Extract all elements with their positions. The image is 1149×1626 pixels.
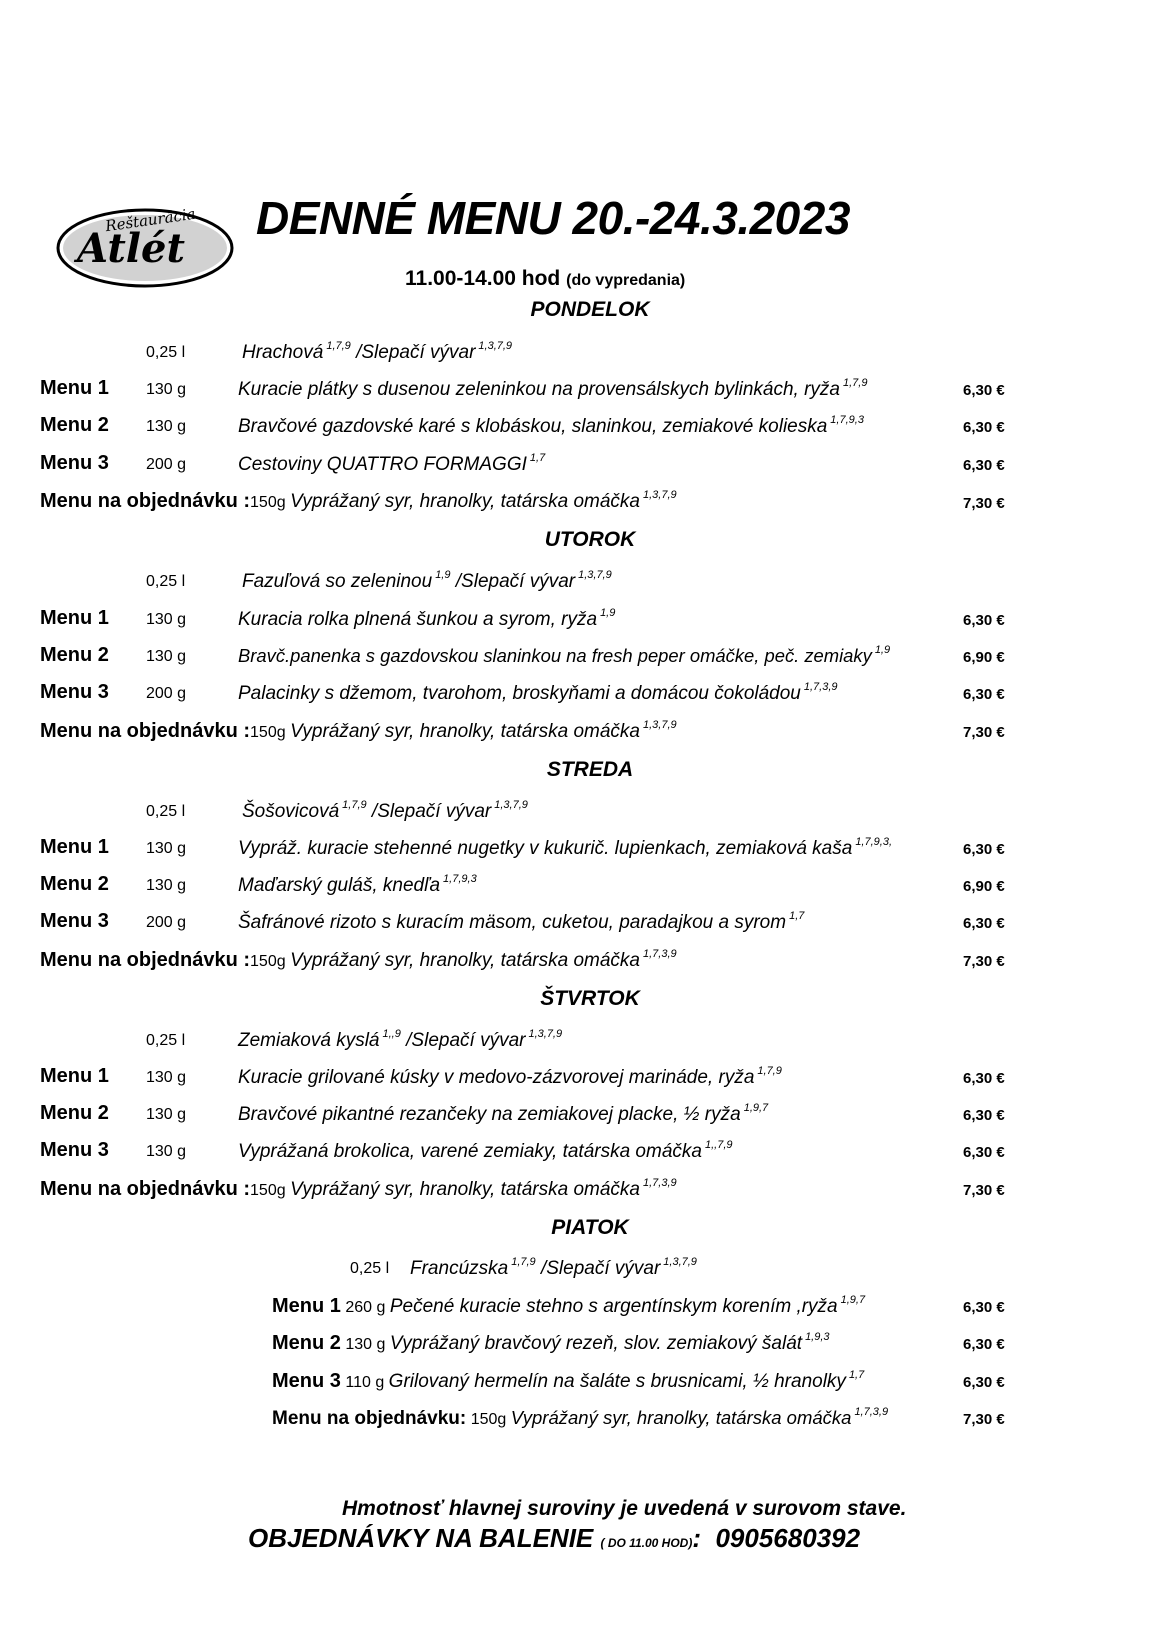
- menu-dish: Vyprážaná brokolica, varené zemiaky, tatárska omáčka $^{1,,7,9}$: [238, 1139, 733, 1162]
- order-menu-line: Menu na objednávku :150g Vyprážaný syr, hranolky, tatárska omáčka $^{1,3,7,9}$: [40, 719, 677, 742]
- menu-qty: 130 g: [146, 648, 187, 665]
- menu-qty: 130 g: [146, 1069, 187, 1086]
- menu-dish: Bravčové pikantné rezančeky na zemiakovej placke, ½ ryža $^{1,9,7}$: [238, 1102, 769, 1125]
- logo-name: Atlét: [77, 225, 185, 272]
- menu-dish: Cestoviny QUATTRO FORMAGGI $^{1,7}$: [238, 452, 546, 475]
- menu-price: 6,30 €: [963, 419, 1005, 436]
- menu-qty: 200 g: [146, 456, 187, 473]
- menu-dish: Palacinky s džemom, tvarohom, broskyňami a domácou čokoládou $^{1,7,3,9}$: [238, 681, 838, 704]
- menu-qty: 200 g: [146, 914, 187, 931]
- soup-line: Hrachová $^{1,7,9}$ /Slepačí vývar $^{1,3,7,9}$: [242, 340, 513, 363]
- menu-price: 6,30 €: [963, 686, 1005, 703]
- friday-menu-line: Menu 1 260 g Pečené kuracie stehno s argentínskym korením ,ryža $^{1,9,7}$: [272, 1294, 866, 1317]
- soup-line: Šošovicová $^{1,7,9}$ /Slepačí vývar $^{1,3,7,9}$: [242, 799, 528, 822]
- hours-text: 11.00-14.00 hod: [405, 267, 561, 290]
- menu-label: Menu 2: [40, 414, 109, 436]
- soup-line: Francúzska $^{1,7,9}$ /Slepačí vývar $^{1,3,7,9}$: [410, 1256, 697, 1279]
- menu-price: 6,30 €: [963, 1336, 1005, 1353]
- order-menu-line: Menu na objednávku :150g Vyprážaný syr, hranolky, tatárska omáčka $^{1,7,3,9}$: [40, 1177, 677, 1200]
- menu-label: Menu 1: [40, 1065, 109, 1087]
- logo-subtitle: Reštaurácia: [104, 204, 197, 236]
- soup-line: Zemiaková kyslá $^{1,,9}$ /Slepačí vývar $^{1,3,7,9}$: [238, 1028, 563, 1051]
- menu-qty: 130 g: [146, 840, 187, 857]
- menu-price: 6,90 €: [963, 649, 1005, 666]
- order-line: OBJEDNÁVKY NA BALENIE ( DO 11.00 HOD): 0905680392: [248, 1523, 861, 1553]
- menu-qty: 200 g: [146, 685, 187, 702]
- menu-label: Menu 3: [40, 1139, 109, 1161]
- menu-price: 7,30 €: [963, 724, 1005, 741]
- day-heading: ŠTVRTOK: [540, 987, 640, 1010]
- soup-qty: 0,25 l: [350, 1260, 390, 1277]
- menu-price: 6,30 €: [963, 1374, 1005, 1391]
- friday-menu-line: Menu 3 110 g Grilovaný hermelín na šaláte s brusnicami, ½ hranolky $^{1,7}$: [272, 1369, 865, 1392]
- order-menu-line: Menu na objednávku :150g Vyprážaný syr, hranolky, tatárska omáčka $^{1,3,7,9}$: [40, 489, 677, 512]
- menu-label: Menu 3: [40, 910, 109, 932]
- menu-qty: 130 g: [146, 877, 187, 894]
- menu-price: 6,30 €: [963, 841, 1005, 858]
- soup-qty: 0,25 l: [146, 573, 186, 590]
- menu-dish: Bravč.panenka s gazdovskou slaninkou na fresh peper omáčke, peč. zemiaky $^{1,9}$: [238, 644, 891, 666]
- menu-label: Menu 2: [40, 873, 109, 895]
- soup-line: Fazuľová so zeleninou $^{1,9}$ /Slepačí vývar $^{1,3,7,9}$: [242, 569, 612, 592]
- menu-dish: Šafránové rizoto s kuracím mäsom, cuketou, paradajkou a syrom $^{1,7}$: [238, 910, 805, 933]
- menu-label: Menu 1: [40, 836, 109, 858]
- day-heading: STREDA: [546, 758, 634, 781]
- menu-label: Menu 3: [40, 452, 109, 474]
- menu-qty: 130 g: [146, 381, 187, 398]
- hours-note: (do vypredania): [566, 272, 686, 289]
- order-menu-line: Menu na objednávku :150g Vyprážaný syr, hranolky, tatárska omáčka $^{1,7,3,9}$: [40, 948, 677, 971]
- menu-qty: 130 g: [146, 1106, 187, 1123]
- order-label: OBJEDNÁVKY NA BALENIE: [248, 1523, 594, 1553]
- menu-price: 7,30 €: [963, 495, 1005, 512]
- menu-dish: Kuracie grilované kúsky v medovo-zázvorovej marináde, ryža $^{1,7,9}$: [238, 1065, 782, 1088]
- order-deadline: ( DO 11.00 HOD): [600, 1536, 693, 1550]
- menu-label: Menu 1: [40, 607, 109, 629]
- menu-dish: Bravčové gazdovské karé s klobáskou, slaninkou, zemiakové kolieska $^{1,7,9,3}$: [238, 414, 864, 437]
- menu-dish: Vypráž. kuracie stehenné nugetky v kukurič. lupienkach, zemiaková kaša $^{1,7,9,3,}$: [238, 836, 893, 859]
- menu-dish: Maďarský guláš, knedľa $^{1,7,9,3}$: [238, 873, 477, 896]
- menu-label: Menu 1: [40, 377, 109, 399]
- soup-qty: 0,25 l: [146, 1032, 186, 1049]
- menu-price: 7,30 €: [963, 1182, 1005, 1199]
- page-title: DENNÉ MENU 20.-24.3.2023: [256, 192, 850, 244]
- menu-price: 7,30 €: [963, 953, 1005, 970]
- opening-hours: [405, 267, 685, 291]
- day-heading: UTOROK: [544, 528, 636, 551]
- menu-price: 6,30 €: [963, 1107, 1005, 1124]
- soup-qty: 0,25 l: [146, 344, 186, 361]
- menu-price: 6,30 €: [963, 915, 1005, 932]
- menu-price: 6,30 €: [963, 612, 1005, 629]
- menu-price: 6,30 €: [963, 457, 1005, 474]
- menu-label: Menu 2: [40, 1102, 109, 1124]
- menu-label: Menu 3: [40, 681, 109, 703]
- friday-order-line: Menu na objednávku: 150g Vyprážaný syr, hranolky, tatárska omáčka $^{1,7,3,9}$: [272, 1406, 889, 1429]
- menu-dish: Kuracie plátky s dusenou zeleninkou na provensálskych bylinkách, ryža $^{1,7,9}$: [238, 377, 868, 400]
- menu-dish: Kuracia rolka plnená šunkou a syrom, ryža $^{1,9}$: [238, 607, 616, 630]
- menu-label: Menu 2: [40, 644, 109, 666]
- menu-price: 6,30 €: [963, 382, 1005, 399]
- soup-qty: 0,25 l: [146, 803, 186, 820]
- menu-price: 6,30 €: [963, 1299, 1005, 1316]
- menu-qty: 130 g: [146, 1143, 187, 1160]
- weight-note: Hmotnosť hlavnej suroviny je uvedená v surovom stave.: [342, 1497, 907, 1520]
- menu-price: 6,30 €: [963, 1144, 1005, 1161]
- menu-qty: 130 g: [146, 418, 187, 435]
- menu-price: 7,30 €: [963, 1411, 1005, 1428]
- friday-menu-line: Menu 2 130 g Vyprážaný bravčový rezeň, slov. zemiakový šalát $^{1,9,3}$: [272, 1331, 830, 1354]
- restaurant-logo: [55, 205, 235, 291]
- day-heading: PONDELOK: [530, 298, 650, 321]
- menu-qty: 130 g: [146, 611, 187, 628]
- day-heading: PIATOK: [551, 1216, 629, 1239]
- menu-price: 6,30 €: [963, 1070, 1005, 1087]
- order-phone: 0905680392: [715, 1523, 861, 1553]
- menu-price: 6,90 €: [963, 878, 1005, 895]
